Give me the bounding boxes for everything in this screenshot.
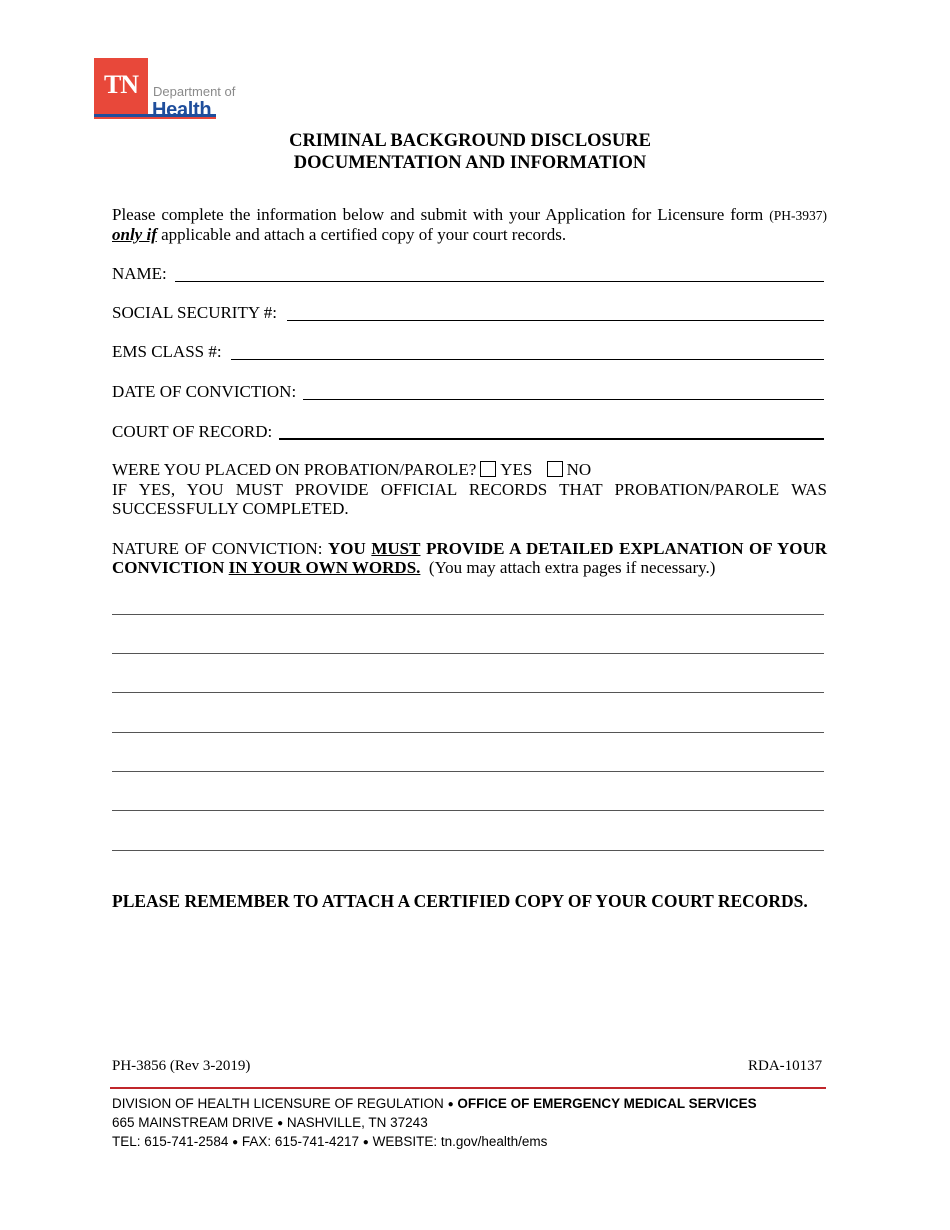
ems-class-label: EMS CLASS #:	[112, 342, 222, 361]
date-conviction-field[interactable]	[303, 399, 824, 400]
footer-line3: TEL: 615-741-2584 ● FAX: 615-741-4217 ● WEBSITE: tn.gov/health/ems	[112, 1134, 548, 1149]
probation-question: WERE YOU PLACED ON PROBATION/PAROLE?	[112, 460, 477, 479]
explanation-line[interactable]	[112, 732, 824, 733]
date-conviction-label: DATE OF CONVICTION:	[112, 382, 297, 401]
probation-note-line1: IF YES, YOU MUST PROVIDE OFFICIAL RECORDS THAT PROBATION/PAROLE WAS	[112, 480, 827, 499]
footer-line1: DIVISION OF HEALTH LICENSURE OF REGULATION ● OFFICE OF EMERGENCY MEDICAL SERVICES	[112, 1096, 757, 1111]
explanation-line[interactable]	[112, 810, 824, 811]
explanation-line[interactable]	[112, 850, 824, 851]
intro-line2: only if applicable and attach a certified copy of your court records.	[112, 225, 567, 244]
probation-no-checkbox[interactable]	[547, 461, 563, 477]
page-title-line2: DOCUMENTATION AND INFORMATION	[293, 153, 647, 173]
footer-line2: 665 MAINSTREAM DRIVE ● NASHVILLE, TN 37243	[112, 1115, 428, 1130]
explanation-line[interactable]	[112, 771, 824, 772]
ems-class-field[interactable]	[231, 359, 824, 360]
page-title-line1: CRIMINAL BACKGROUND DISCLOSURE	[289, 131, 651, 151]
logo-health: Health	[152, 99, 212, 121]
probation-question-row	[112, 460, 591, 480]
reminder-text: PLEASE REMEMBER TO ATTACH A CERTIFIED COPY OF YOUR COURT RECORDS.	[112, 891, 808, 911]
ssn-field[interactable]	[287, 320, 824, 321]
probation-note-line2: SUCCESSFULLY COMPLETED.	[112, 499, 349, 518]
footer-rule	[110, 1087, 826, 1089]
logo-department: Department of	[153, 84, 236, 99]
explanation-line[interactable]	[112, 692, 824, 693]
form-id: PH-3856 (Rev 3-2019)	[112, 1058, 251, 1074]
name-field[interactable]	[175, 281, 824, 282]
nature-line2: CONVICTION IN YOUR OWN WORDS. (You may attach extra pages if necessary.)	[112, 558, 716, 577]
probation-yes-label: YES	[500, 460, 533, 479]
probation-yes-checkbox[interactable]	[480, 461, 496, 477]
court-record-field[interactable]	[279, 438, 824, 440]
ssn-label: SOCIAL SECURITY #:	[112, 303, 277, 322]
intro-line1: Please complete the information below and submit with your Application for Licensure form (PH-3937)	[112, 205, 827, 224]
tn-logo-text: TN	[103, 70, 139, 99]
explanation-line[interactable]	[112, 653, 824, 654]
nature-line1: NATURE OF CONVICTION: YOU MUST PROVIDE A DETAILED EXPLANATION OF YOUR	[112, 539, 828, 558]
rda-number: RDA-10137	[748, 1058, 823, 1074]
probation-no-label: NO	[566, 460, 592, 479]
court-record-label: COURT OF RECORD:	[112, 422, 273, 441]
explanation-line[interactable]	[112, 614, 824, 615]
name-label: NAME:	[112, 264, 167, 283]
